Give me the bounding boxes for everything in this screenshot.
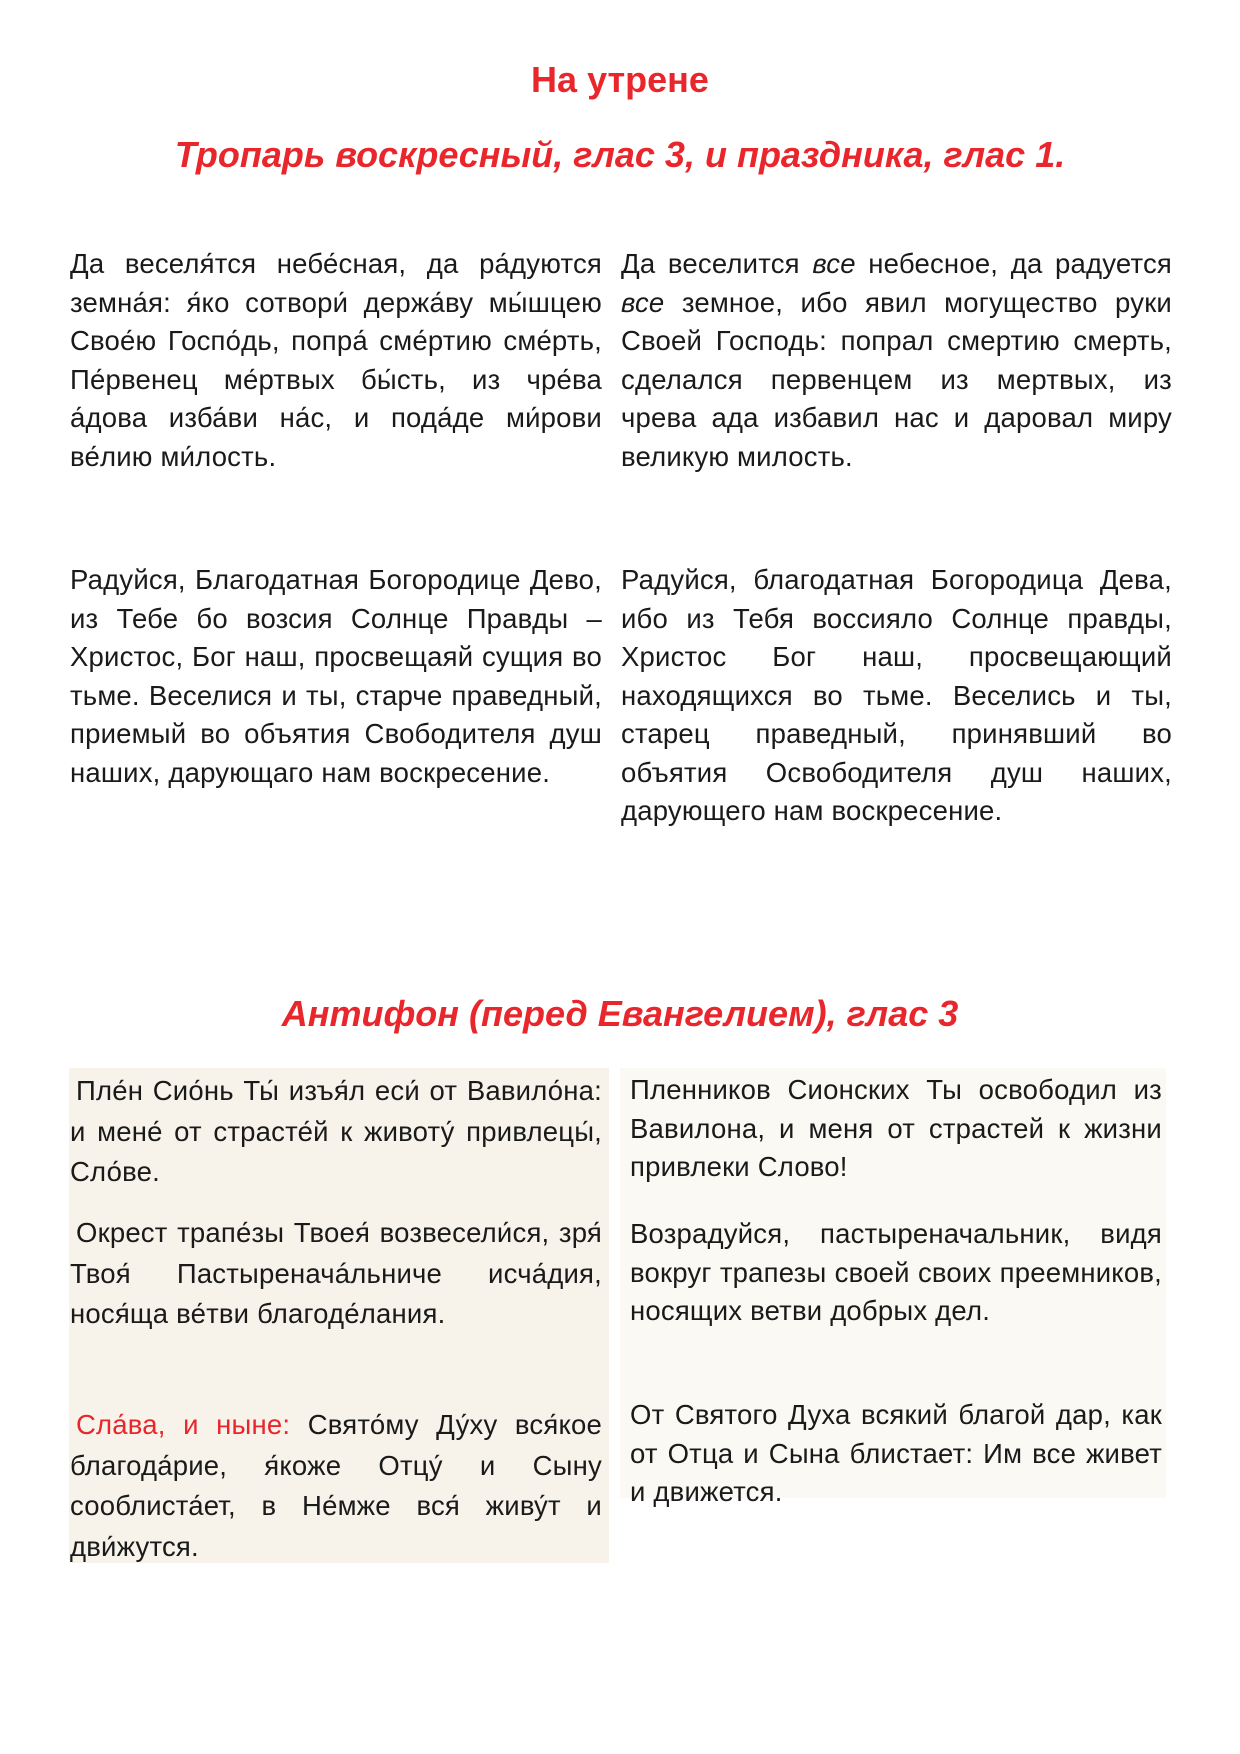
glory-label: Сла́ва, и ныне:: [76, 1409, 291, 1440]
antiphon-verse3-slavonic: [70, 1405, 602, 1567]
troparion-feast-slavonic: Радуйся, Благодатная Богородице Дево, из Тебе бо возсия Солнце Правды – Христос, Бог наш, просвещаяй сущия во тьме. Веселися и ты, старче праведный, приемый во объятия Свободителя душ наших, дарующаго нам воскресение.: [70, 564, 602, 788]
emphasis-all-2: все: [621, 286, 665, 318]
troparion-russian-part3: земное, ибо явил могущество руки Своей Господь: попрал смертию смерть, сделался первенцем из мертвых, из чрева ада избавил нас и даровал миру великую милость.: [621, 286, 1172, 472]
antiphon-verse1-slavonic: Пле́н Сио́нь Ты́ изъя́л еси́ от Вавило́на: и мене́ от страсте́й к животу́ привлецы́, Сло́ве.: [70, 1075, 602, 1187]
antiphon-verse1-russian: Пленников Сионских Ты освободил из Вавилона, и меня от страстей к жизни привлеки Слово!: [630, 1074, 1162, 1182]
emphasis-all-1: все: [812, 248, 856, 279]
section-title-matins: На утрене: [531, 59, 709, 100]
antiphon-verse3-russian: От Святого Духа всякий благой дар, как от Отца и Сына блистает: Им все живет и движется.: [630, 1399, 1162, 1507]
troparion-russian-part1: Да веселится: [621, 248, 813, 279]
troparion-feast-russian: Радуйся, благодатная Богородица Дева, ибо из Тебя воссияло Солнце правды, Христос Бог наш, просвещающий находящихся во тьме. Веселись и ты, старец праведный, принявший во объятия Освободителя душ наших, дарующего нам воскресение.: [621, 564, 1172, 826]
troparion-sunday-slavonic: Да веселя́тся небе́сная, да ра́дуются земна́я: я́ко сотвори́ держа́ву мы́шцею Свое́ю Госпо́дь, попра́ сме́ртию сме́рть, Пе́рвенец ме́ртвых бы́сть, из чре́ва а́дова изба́ви на́с, и пода́де ми́рови ве́лию ми́лость.: [70, 248, 602, 472]
antiphon-heading: Антифон (перед Евангелием), глас 3: [281, 993, 959, 1034]
antiphon-verse2-russian: Возрадуйся, пастыреначальник, видя вокруг трапезы своей своих преемников, носящих ветви добрых дел.: [630, 1218, 1162, 1326]
troparion-sunday-russian: [621, 245, 1172, 476]
antiphon-verse2-slavonic: Окрест трапе́зы Твоея́ возвесели́ся, зря́ Твоя́ Пастыреначáльниче исча́дия, нося́ща ве́тви благоде́лания.: [70, 1217, 602, 1329]
antiphon-verse3-text: Свято́му Ду́ху вся́кое благода́рие, я́коже Отцу́ и Сыну сооблиста́ет, в Не́мже вся́ живу́т и дви́жутся.: [70, 1409, 603, 1562]
troparion-heading: Тропарь воскресный, глас 3, и праздника, глас 1.: [174, 134, 1066, 175]
troparion-russian-part2: небесное, да радуется: [855, 248, 1172, 279]
